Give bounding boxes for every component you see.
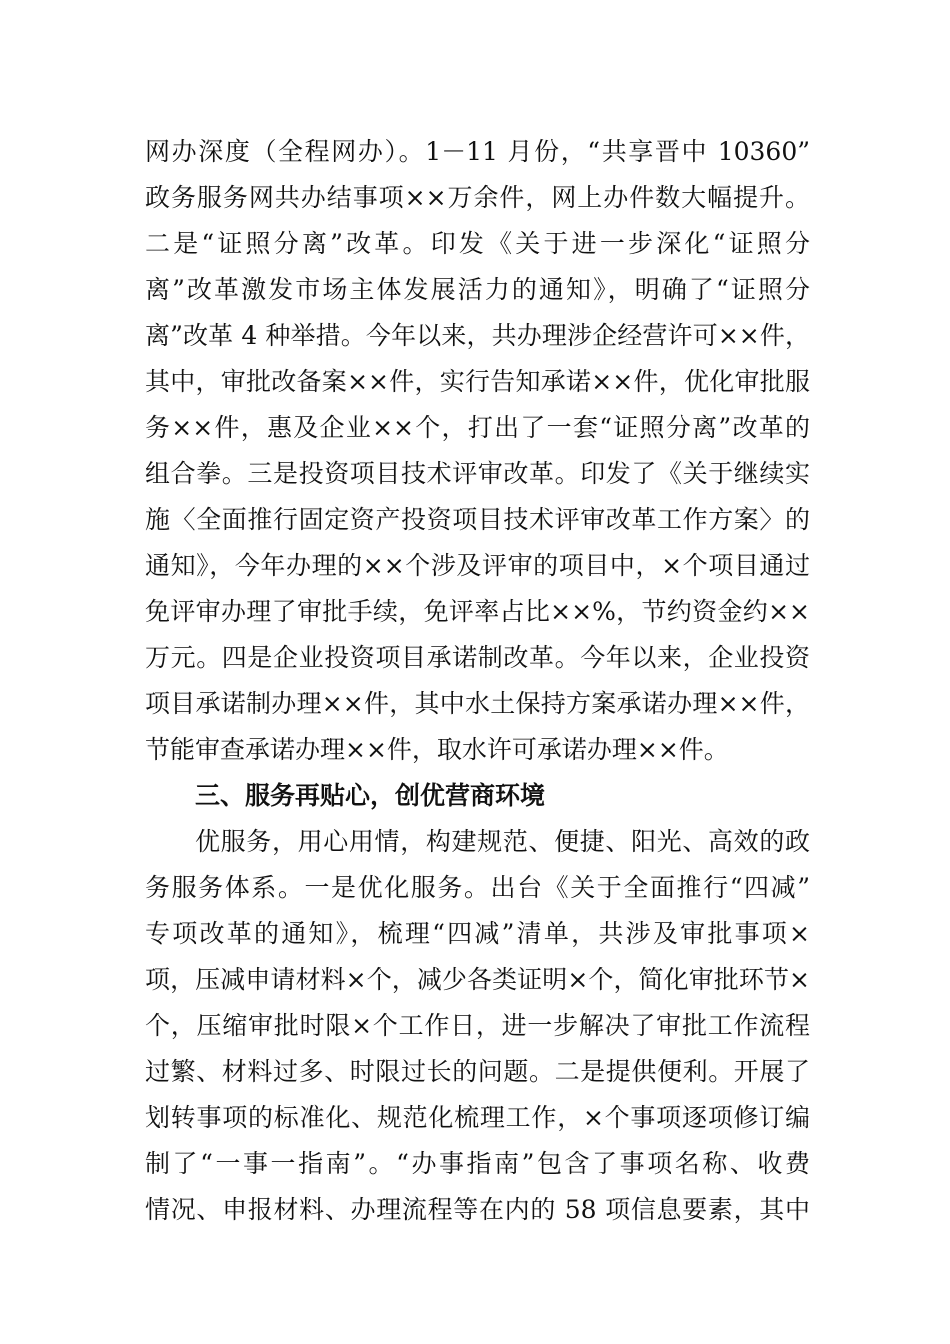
- paragraph-2-line-2: 务服务体系。一是优化服务。出台《关于全面推行“四减”: [145, 873, 810, 902]
- paragraph-2-line-4: 项，压减申请材料×个，减少各类证明×个，简化审批环节×: [145, 965, 810, 994]
- paragraph-2-line-8: 制了“一事一指南”。“办事指南”包含了事项名称、收费: [145, 1149, 810, 1178]
- paragraph-1-line-3: 二是“证照分离”改革。印发《关于进一步深化“证照分: [145, 229, 810, 258]
- paragraph-1-line-4: 离”改革激发市场主体发展活力的通知》，明确了“证照分: [145, 275, 810, 304]
- paragraph-1-line-1: 网办深度（全程网办）。1－11 月份，“共享晋中 10360”: [145, 137, 810, 166]
- paragraph-1-line-7: 务××件，惠及企业××个，打出了一套“证照分离”改革的: [145, 413, 810, 442]
- paragraph-2-line-6: 过繁、材料过多、时限过长的问题。二是提供便利。开展了: [145, 1057, 810, 1086]
- paragraph-1-line-14: 节能审查承诺办理××件，取水许可承诺办理××件。: [145, 735, 729, 764]
- paragraph-1-line-2: 政务服务网共办结事项××万余件，网上办件数大幅提升。: [145, 183, 810, 212]
- paragraph-1-line-9: 施〈全面推行固定资产投资项目技术评审改革工作方案〉的: [145, 505, 810, 534]
- section-heading: 三、服务再贴心，创优营商环境: [195, 781, 546, 810]
- paragraph-2-line-9: 情况、申报材料、办理流程等在内的 58 项信息要素，其中: [145, 1195, 810, 1224]
- paragraph-1-line-8: 组合拳。三是投资项目技术评审改革。印发了《关于继续实: [145, 459, 810, 488]
- paragraph-1-line-6: 其中，审批改备案××件，实行告知承诺××件，优化审批服: [145, 367, 810, 396]
- paragraph-1-line-5: 离”改革 4 种举措。今年以来，共办理涉企经营许可××件，: [145, 321, 810, 350]
- paragraph-2-line-3: 专项改革的通知》，梳理“四减”清单，共涉及审批事项×: [145, 919, 810, 948]
- paragraph-1-line-10: 通知》，今年办理的××个涉及评审的项目中，×个项目通过: [145, 551, 810, 580]
- paragraph-1-line-11: 免评审办理了审批手续，免评率占比××%，节约资金约××: [145, 597, 810, 626]
- paragraph-1-line-13: 项目承诺制办理××件，其中水土保持方案承诺办理××件，: [145, 689, 810, 718]
- paragraph-2-line-1: 优服务，用心用情，构建规范、便捷、阳光、高效的政: [195, 827, 810, 856]
- paragraph-2-line-7: 划转事项的标准化、规范化梳理工作，×个事项逐项修订编: [145, 1103, 810, 1132]
- paragraph-1-line-12: 万元。四是企业投资项目承诺制改革。今年以来，企业投资: [145, 643, 810, 672]
- paragraph-2-line-5: 个，压缩审批时限×个工作日，进一步解决了审批工作流程: [145, 1011, 810, 1040]
